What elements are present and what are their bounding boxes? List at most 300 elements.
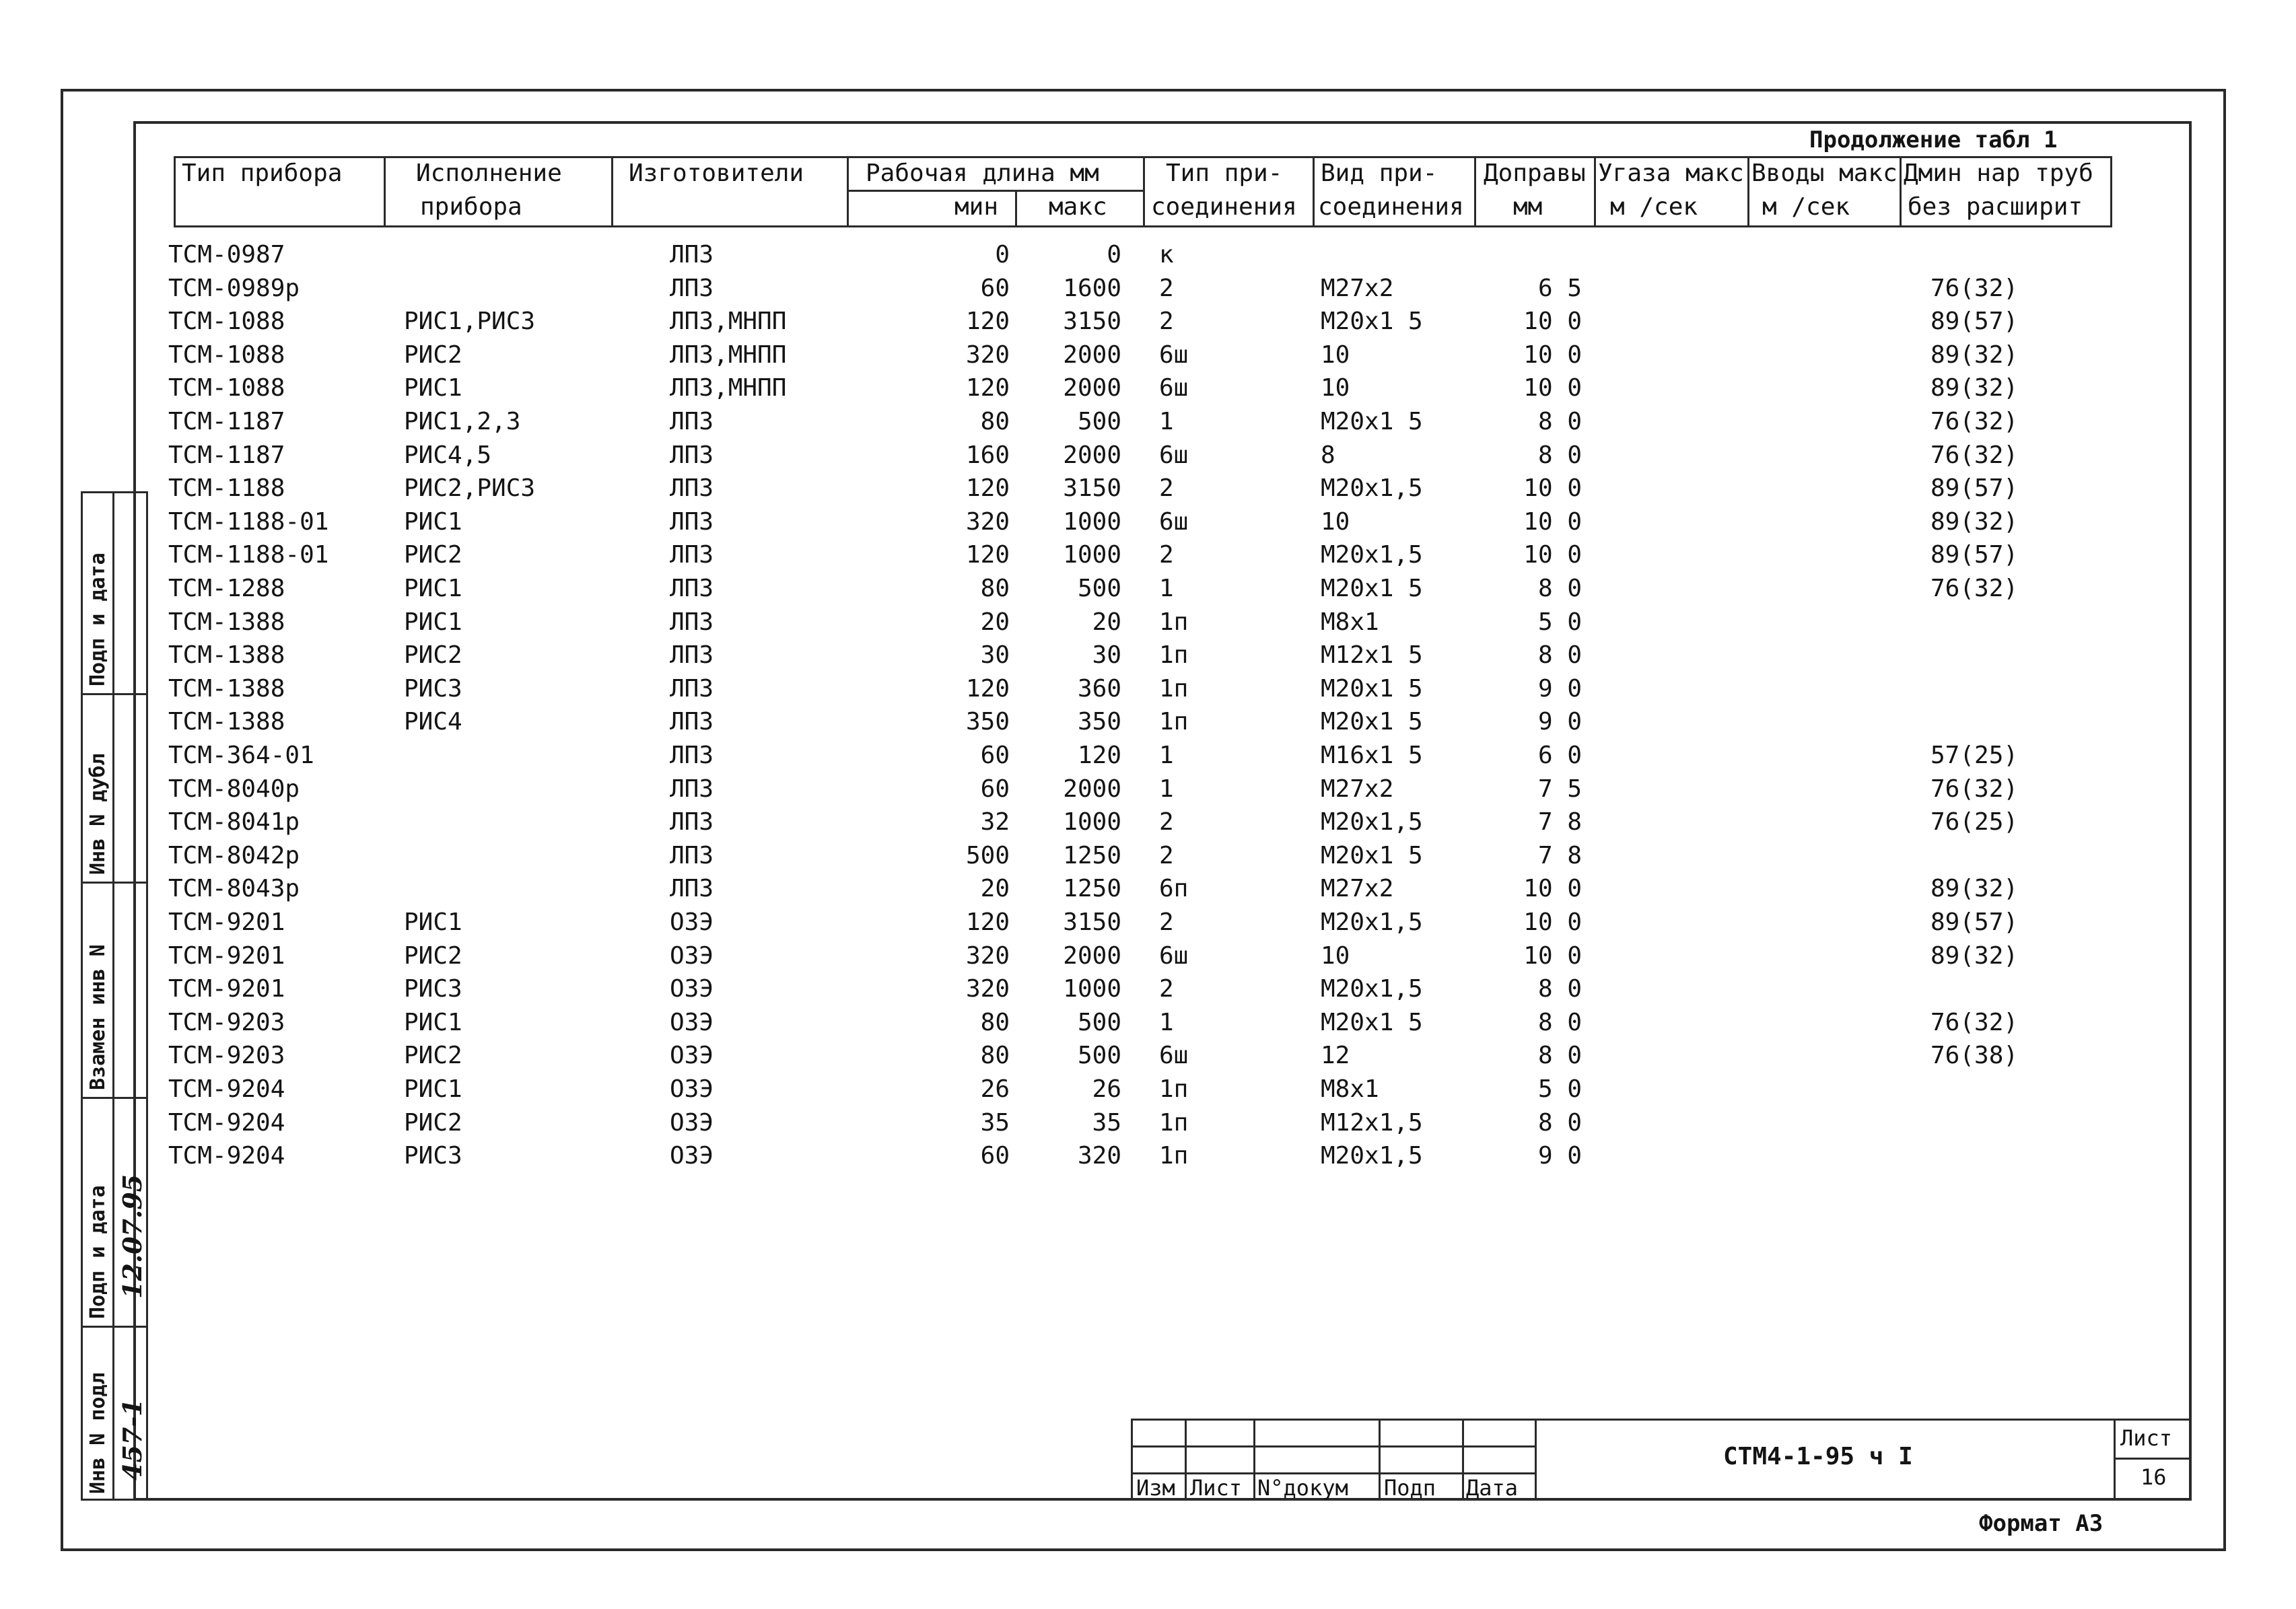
cell-conn-type: 1п [1159,1108,1189,1137]
table-row [0,906,2087,939]
cell-type: ТСМ-9204 [168,1108,285,1137]
document-code: СТМ4-1-95 ч I [1723,1443,1913,1470]
table-row [0,272,2087,306]
stamp-replace-inv: Взамен инв N [86,944,110,1090]
cell-type: ТСМ-9203 [168,1042,285,1070]
cell-maker: ЛПЗ [670,507,714,536]
cell-conn-kind: 8 [1321,441,1335,469]
cell-correction: 10 0 [1523,474,1582,503]
tb-doc: N°докум [1257,1475,1348,1501]
cell-type: ТСМ-364-01 [168,742,314,769]
table-row [0,439,2087,472]
cell-conn-type: 6ш [1159,341,1189,369]
cell-execution: РИС2 [404,641,462,670]
cell-type: ТСМ-1188-01 [168,541,329,569]
cell-conn-kind: 10 [1321,507,1350,536]
cell-maker: ОЗЭ [670,941,714,970]
cell-conn-kind: М20х1 5 [1321,674,1423,703]
cell-conn-kind: М20х1 5 [1321,708,1423,736]
cell-execution: РИС2,РИС3 [404,474,536,503]
cell-type: ТСМ-9201 [168,975,285,1003]
cell-min: 60 [980,274,1010,302]
cell-type: ТСМ-1188 [168,474,285,503]
table-row [0,1106,2087,1140]
table-row [0,806,2087,839]
cell-max: 320 [1077,1142,1121,1170]
cell-conn-type: 2 [1159,308,1174,336]
cell-dmin: 76(32) [1930,1008,2019,1036]
cell-min: 120 [965,308,1010,336]
cell-conn-kind: 10 [1321,941,1350,970]
cell-execution: РИС1 [404,507,462,536]
cell-min: 120 [965,374,1010,402]
cell-maker: ЛПЗ [670,274,714,302]
stamp-sign-date: Подп и дата [86,552,110,686]
header-max-speed-1: Угаза макс [1598,159,1744,187]
header-work-min: мин [954,193,999,221]
cell-correction: 10 0 [1523,875,1582,903]
cell-type: ТСМ-1187 [168,441,285,469]
cell-max: 1000 [1063,507,1121,536]
cell-maker: ЛПЗ [670,742,714,769]
header-conn-type-2: соединения [1151,193,1297,221]
cell-maker: ЛПЗ,МНПП [670,374,787,402]
header-conn-kind-1: Вид при- [1321,159,1438,187]
cell-correction: 5 0 [1537,608,1582,636]
format-label: Формат А3 [1979,1510,2103,1537]
cell-max: 2000 [1063,341,1121,369]
table-row [0,972,2087,1006]
cell-dmin: 89(57) [1930,908,2019,936]
cell-max: 1000 [1063,975,1121,1003]
cell-dmin: 76(38) [1930,1042,2019,1070]
cell-max: 1250 [1063,841,1121,869]
cell-conn-type: 6ш [1159,941,1189,970]
cell-type: ТСМ-8041р [168,808,300,836]
cell-dmin: 76(32) [1930,441,2019,469]
title-block [1131,1419,2192,1501]
cell-maker: ЛПЗ [670,708,714,736]
cell-conn-type: 1п [1159,1142,1189,1170]
cell-type: ТСМ-8040р [168,775,300,803]
cell-correction: 9 0 [1537,674,1582,703]
cell-conn-kind: М20х1,5 [1321,808,1423,836]
cell-correction: 8 0 [1537,1108,1582,1137]
cell-correction: 8 0 [1537,641,1582,670]
cell-conn-kind: 10 [1321,341,1350,369]
header-conn-type-1: Тип при- [1166,159,1283,187]
cell-conn-type: 1 [1159,408,1174,435]
cell-maker: ЛПЗ [670,875,714,903]
cell-max: 120 [1077,742,1121,769]
cell-type: ТСМ-8042р [168,841,300,869]
cell-conn-type: 6ш [1159,441,1189,469]
cell-max: 3150 [1063,474,1121,503]
cell-type: ТСМ-1088 [168,374,285,402]
cell-execution: РИС2 [404,341,462,369]
header-inlet-speed-1: Вводы макс [1751,159,1898,187]
cell-type: ТСМ-1388 [168,674,285,703]
cell-min: 320 [965,507,1010,536]
cell-min: 80 [980,575,1010,602]
table-row [0,839,2087,873]
cell-maker: ОЗЭ [670,1108,714,1137]
table-row [0,538,2087,572]
cell-maker: ОЗЭ [670,908,714,936]
cell-maker: ЛПЗ [670,241,714,269]
cell-maker: ЛПЗ [670,408,714,435]
header-max-speed-2: м /сек [1610,193,1698,221]
cell-execution: РИС1,2,3 [404,408,521,435]
table-row [0,1039,2087,1073]
cell-max: 500 [1077,408,1121,435]
cell-conn-type: 2 [1159,841,1174,869]
cell-min: 60 [980,1142,1010,1170]
cell-conn-kind: М8х1 [1321,608,1379,636]
cell-conn-type: 2 [1159,975,1174,1003]
cell-conn-kind: М12х1,5 [1321,1108,1423,1137]
cell-maker: ЛПЗ [670,841,714,869]
stamp-orig-inv: Инв N подл [86,1372,110,1494]
cell-min: 60 [980,742,1010,769]
cell-max: 1250 [1063,875,1121,903]
cell-dmin: 89(32) [1930,341,2019,369]
table-row [0,672,2087,706]
cell-type: ТСМ-1188-01 [168,507,329,536]
cell-type: ТСМ-9204 [168,1075,285,1103]
cell-maker: ОЗЭ [670,975,714,1003]
cell-conn-type: 1п [1159,1075,1189,1103]
cell-conn-kind: М12х1 5 [1321,641,1423,670]
table-row [0,1073,2087,1106]
table-row [0,338,2087,372]
stamp-handwritten-inv: 457-1 [117,1398,147,1480]
cell-max: 2000 [1063,775,1121,803]
cell-dmin: 89(32) [1930,941,2019,970]
cell-correction: 6 0 [1537,742,1582,769]
cell-conn-type: 2 [1159,908,1174,936]
cell-dmin: 89(57) [1930,308,2019,336]
cell-maker: ЛПЗ [670,541,714,569]
cell-conn-kind: 12 [1321,1042,1350,1070]
cell-execution: РИС1 [404,575,462,602]
cell-min: 160 [965,441,1010,469]
cell-min: 26 [980,1075,1010,1103]
cell-min: 60 [980,775,1010,803]
sheet-label: Лист [2120,1425,2173,1451]
cell-min: 30 [980,641,1010,670]
cell-maker: ЛПЗ [670,641,714,670]
cell-conn-type: 1 [1159,575,1174,602]
cell-type: ТСМ-8043р [168,875,300,903]
cell-conn-kind: М16х1 5 [1321,742,1423,769]
cell-conn-type: к [1159,241,1174,269]
cell-conn-kind: М20х1,5 [1321,908,1423,936]
cell-dmin: 76(32) [1930,274,2019,302]
cell-execution: РИС3 [404,1142,462,1170]
cell-maker: ОЗЭ [670,1008,714,1036]
cell-correction: 10 0 [1523,308,1582,336]
side-stamp [81,491,148,1501]
cell-correction: 5 0 [1537,1075,1582,1103]
header-dmin-1: Дмин нар труб [1904,159,2093,187]
cell-type: ТСМ-1088 [168,308,285,336]
cell-conn-type: 1 [1159,775,1174,803]
cell-conn-type: 6ш [1159,507,1189,536]
cell-conn-type: 6ш [1159,374,1189,402]
cell-correction: 6 5 [1537,274,1582,302]
cell-min: 80 [980,1042,1010,1070]
header-correction-2: мм [1513,193,1543,221]
cell-correction: 10 0 [1523,908,1582,936]
cell-dmin: 76(32) [1930,775,2019,803]
cell-max: 2000 [1063,941,1121,970]
cell-conn-kind: М8х1 [1321,1075,1379,1103]
cell-min: 80 [980,1008,1010,1036]
cell-min: 32 [980,808,1010,836]
cell-maker: ЛПЗ [670,674,714,703]
cell-correction: 8 0 [1537,1008,1582,1036]
table-row [0,505,2087,539]
header-type: Тип прибора [182,159,343,187]
cell-execution: РИС2 [404,1042,462,1070]
cell-min: 120 [965,474,1010,503]
cell-execution: РИС2 [404,541,462,569]
cell-conn-kind: М20х1 5 [1321,408,1423,435]
cell-dmin: 89(32) [1930,374,2019,402]
cell-max: 3150 [1063,908,1121,936]
cell-conn-type: 6ш [1159,1042,1189,1070]
cell-dmin: 89(57) [1930,474,2019,503]
cell-conn-type: 2 [1159,274,1174,302]
cell-maker: ЛПЗ,МНПП [670,341,787,369]
cell-maker: ЛПЗ [670,775,714,803]
cell-max: 1000 [1063,808,1121,836]
cell-max: 20 [1092,608,1121,636]
table-row [0,305,2087,338]
cell-max: 500 [1077,575,1121,602]
cell-maker: ЛПЗ,МНПП [670,308,787,336]
table-row [0,472,2087,505]
header-execution-1: Исполнение [416,159,562,187]
cell-type: ТСМ-1187 [168,408,285,435]
cell-maker: ЛПЗ [670,808,714,836]
cell-correction: 8 0 [1537,975,1582,1003]
cell-conn-kind: М20х1 5 [1321,308,1423,336]
cell-execution: РИС1 [404,608,462,636]
cell-max: 360 [1077,674,1121,703]
cell-type: ТСМ-9201 [168,941,285,970]
cell-max: 2000 [1063,374,1121,402]
cell-conn-kind: М20х1,5 [1321,474,1423,503]
stamp-handwritten-date: 12.07.95 [117,1174,147,1299]
cell-execution: РИС1,РИС3 [404,308,536,336]
table-row [0,572,2087,606]
cell-maker: ЛПЗ [670,575,714,602]
cell-execution: РИС2 [404,941,462,970]
cell-conn-kind: М27х2 [1321,274,1394,302]
stamp-sign-date-2: Подп и дата [86,1185,110,1319]
tb-list: Лист [1190,1475,1243,1501]
cell-maker: ЛПЗ [670,441,714,469]
cell-max: 500 [1077,1008,1121,1036]
cell-dmin: 76(32) [1930,575,2019,602]
cell-min: 320 [965,341,1010,369]
cell-dmin: 57(25) [1930,742,2019,769]
cell-conn-kind: М20х1 5 [1321,575,1423,602]
cell-dmin: 76(32) [1930,408,2019,435]
cell-min: 350 [965,708,1010,736]
sheet-number: 16 [2141,1464,2167,1490]
header-inlet-speed-2: м /сек [1762,193,1850,221]
table-row [0,238,2087,272]
cell-conn-type: 2 [1159,808,1174,836]
cell-maker: ОЗЭ [670,1075,714,1103]
cell-min: 0 [995,241,1010,269]
cell-conn-type: 1п [1159,641,1189,670]
cell-execution: РИС1 [404,1075,462,1103]
cell-maker: ЛПЗ [670,608,714,636]
cell-conn-kind: М20х1 5 [1321,841,1423,869]
table-row [0,939,2087,973]
cell-type: ТСМ-0987 [168,241,285,269]
cell-correction: 8 0 [1537,441,1582,469]
cell-correction: 10 0 [1523,341,1582,369]
cell-min: 80 [980,408,1010,435]
tb-izm: Изм [1136,1475,1175,1501]
cell-correction: 10 0 [1523,507,1582,536]
cell-correction: 10 0 [1523,374,1582,402]
header-execution-2: прибора [420,193,522,221]
cell-min: 120 [965,908,1010,936]
cell-correction: 7 5 [1537,775,1582,803]
table-row [0,1139,2087,1173]
cell-correction: 9 0 [1537,708,1582,736]
header-makers: Изготовители [629,159,804,187]
cell-max: 35 [1092,1108,1121,1137]
table-row [0,405,2087,439]
cell-conn-kind: М20х1,5 [1321,975,1423,1003]
cell-conn-type: 6п [1159,875,1189,903]
cell-correction: 10 0 [1523,941,1582,970]
header-dmin-2: без расширит [1908,193,2083,221]
table-row [0,639,2087,672]
cell-correction: 7 8 [1537,841,1582,869]
stamp-dup-inv: Инв N дубл [86,753,110,875]
cell-max: 2000 [1063,441,1121,469]
table-row [0,872,2087,906]
cell-conn-type: 2 [1159,541,1174,569]
cell-max: 350 [1077,708,1121,736]
cell-type: ТСМ-1388 [168,641,285,670]
cell-correction: 8 0 [1537,575,1582,602]
cell-maker: ОЗЭ [670,1142,714,1170]
cell-conn-type: 1п [1159,608,1189,636]
cell-conn-type: 2 [1159,474,1174,503]
table-row [0,705,2087,739]
cell-correction: 7 8 [1537,808,1582,836]
data-table [0,238,2087,1180]
cell-correction: 9 0 [1537,1142,1582,1170]
cell-correction: 8 0 [1537,1042,1582,1070]
cell-max: 30 [1092,641,1121,670]
table-row [0,773,2087,806]
table-row [0,739,2087,773]
cell-max: 26 [1092,1075,1121,1103]
cell-conn-type: 1п [1159,674,1189,703]
header-work-max: макс [1049,193,1107,221]
cell-conn-kind: 10 [1321,374,1350,402]
cell-maker: ОЗЭ [670,1042,714,1070]
cell-type: ТСМ-9201 [168,908,285,936]
cell-min: 20 [980,875,1010,903]
cell-min: 320 [965,941,1010,970]
cell-conn-kind: М20х1 5 [1321,1008,1423,1036]
header-table [174,156,2112,227]
cell-min: 20 [980,608,1010,636]
header-correction-1: Доправы [1484,159,1586,187]
cell-correction: 10 0 [1523,541,1582,569]
cell-type: ТСМ-9204 [168,1142,285,1170]
cell-min: 35 [980,1108,1010,1137]
cell-execution: РИС1 [404,1008,462,1036]
cell-min: 120 [965,541,1010,569]
cell-type: ТСМ-1388 [168,708,285,736]
cell-max: 0 [1107,241,1121,269]
cell-dmin: 89(57) [1930,541,2019,569]
cell-execution: РИС4 [404,708,462,736]
cell-execution: РИС3 [404,975,462,1003]
cell-type: ТСМ-1388 [168,608,285,636]
continuation-label: Продолжение табл 1 [1809,127,2058,153]
cell-conn-type: 1п [1159,708,1189,736]
table-row [0,371,2087,405]
cell-conn-kind: М27х2 [1321,875,1394,903]
cell-execution: РИС1 [404,374,462,402]
cell-type: ТСМ-9203 [168,1008,285,1036]
cell-dmin: 89(32) [1930,507,2019,536]
header-work-length: Рабочая длина мм [866,159,1099,187]
cell-max: 3150 [1063,308,1121,336]
cell-max: 500 [1077,1042,1121,1070]
cell-conn-kind: М20х1,5 [1321,1142,1423,1170]
header-conn-kind-2: соединения [1318,193,1464,221]
tb-data: Дата [1466,1475,1519,1501]
table-row [0,1006,2087,1040]
cell-type: ТСМ-0989р [168,274,300,302]
cell-min: 320 [965,975,1010,1003]
cell-conn-kind: М27х2 [1321,775,1394,803]
cell-conn-kind: М20х1,5 [1321,541,1423,569]
cell-execution: РИС1 [404,908,462,936]
cell-type: ТСМ-1288 [168,575,285,602]
cell-execution: РИС3 [404,674,462,703]
tb-podp: Подп [1384,1475,1436,1501]
cell-min: 500 [965,841,1010,869]
cell-maker: ЛПЗ [670,474,714,503]
cell-conn-type: 1 [1159,1008,1174,1036]
cell-max: 1600 [1063,274,1121,302]
cell-execution: РИС4,5 [404,441,492,469]
table-row [0,606,2087,639]
cell-correction: 8 0 [1537,408,1582,435]
cell-dmin: 89(32) [1930,875,2019,903]
cell-conn-type: 1 [1159,742,1174,769]
cell-type: ТСМ-1088 [168,341,285,369]
cell-min: 120 [965,674,1010,703]
cell-max: 1000 [1063,541,1121,569]
cell-dmin: 76(25) [1930,808,2019,836]
